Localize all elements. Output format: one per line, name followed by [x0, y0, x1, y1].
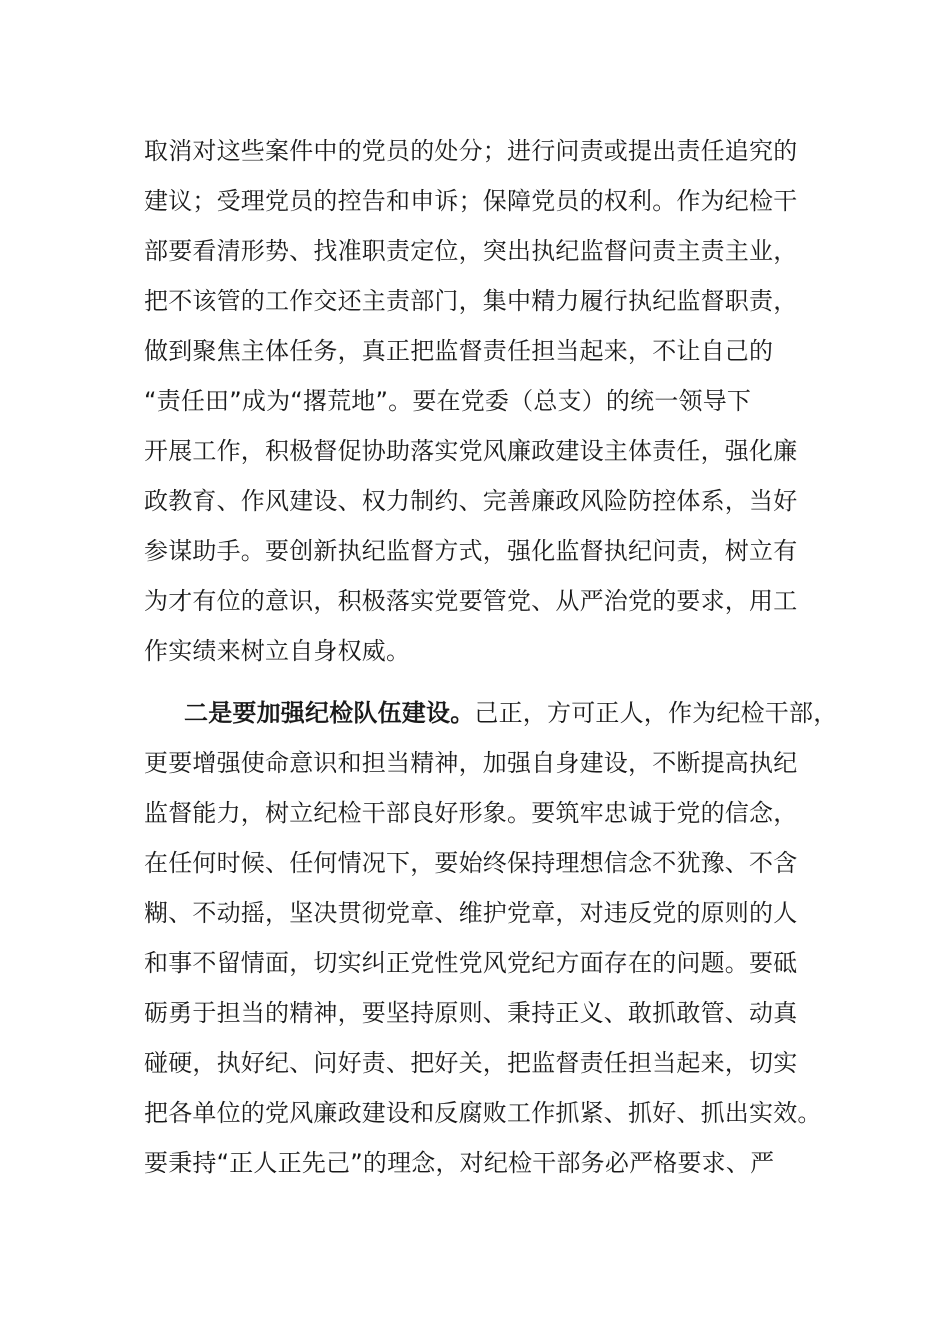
- paragraph-2-line: 监督能力，树立纪检干部良好形象。要筑牢忠诚于党的信念，: [144, 799, 798, 827]
- paragraph-2-line: 要秉持“正人正先己”的理念，对纪检干部务必严格要求、严: [144, 1149, 775, 1177]
- paragraph-1-line: 做到聚焦主体任务，真正把监督责任担当起来，不让自己的: [144, 337, 774, 365]
- paragraph-2-line: 把各单位的党风廉政建设和反腐败工作抓紧、抓好、抓出实效。: [144, 1099, 822, 1127]
- paragraph-1-line: 把不该管的工作交还主责部门，集中精力履行执纪监督职责，: [144, 287, 798, 315]
- paragraph-2-line: 糊、不动摇，坚决贯彻党章、维护党章，对违反党的原则的人: [144, 899, 798, 927]
- paragraph-2-line: 和事不留情面，切实纠正党性党风党纪方面存在的问题。要砥: [144, 949, 798, 977]
- paragraph-2-first-line-text: 己正，方可正人，作为纪检干部，: [474, 699, 838, 727]
- paragraph-1-line: “责任田”成为“撂荒地”。要在党委（总支）的统一领导下: [144, 387, 752, 415]
- paragraph-1-line: 作实绩来树立自身权威。: [144, 637, 411, 665]
- paragraph-1-line: 建议；受理党员的控告和申诉；保障党员的权利。作为纪检干: [144, 187, 798, 215]
- paragraph-1-line: 为才有位的意识，积极落实党要管党、从严治党的要求，用工: [144, 587, 798, 615]
- paragraph-2-line: 在任何时候、任何情况下，要始终保持理想信念不犹豫、不含: [144, 849, 798, 877]
- paragraph-1-line: 部要看清形势、找准职责定位，突出执纪监督问责主责主业，: [144, 237, 798, 265]
- paragraph-2-line: 碰硬，执好纪、问好责、把好关，把监督责任担当起来，切实: [144, 1049, 798, 1077]
- paragraph-2-first-line: [184, 696, 844, 730]
- paragraph-2-line: 更要增强使命意识和担当精神，加强自身建设，不断提高执纪: [144, 749, 798, 777]
- paragraph-1-line: 参谋助手。要创新执纪监督方式，强化监督执纪问责，树立有: [144, 537, 798, 565]
- paragraph-1-line: 开展工作，积极督促协助落实党风廉政建设主体责任，强化廉: [144, 437, 798, 465]
- paragraph-1-line: 取消对这些案件中的党员的处分；进行问责或提出责任追究的: [144, 137, 798, 165]
- paragraph-2-line: 砺勇于担当的精神，要坚持原则、秉持正义、敢抓敢管、动真: [144, 999, 798, 1027]
- paragraph-1-line: 政教育、作风建设、权力制约、完善廉政风险防控体系，当好: [144, 487, 798, 515]
- section-heading: 二是要加强纪检队伍建设。: [184, 699, 475, 727]
